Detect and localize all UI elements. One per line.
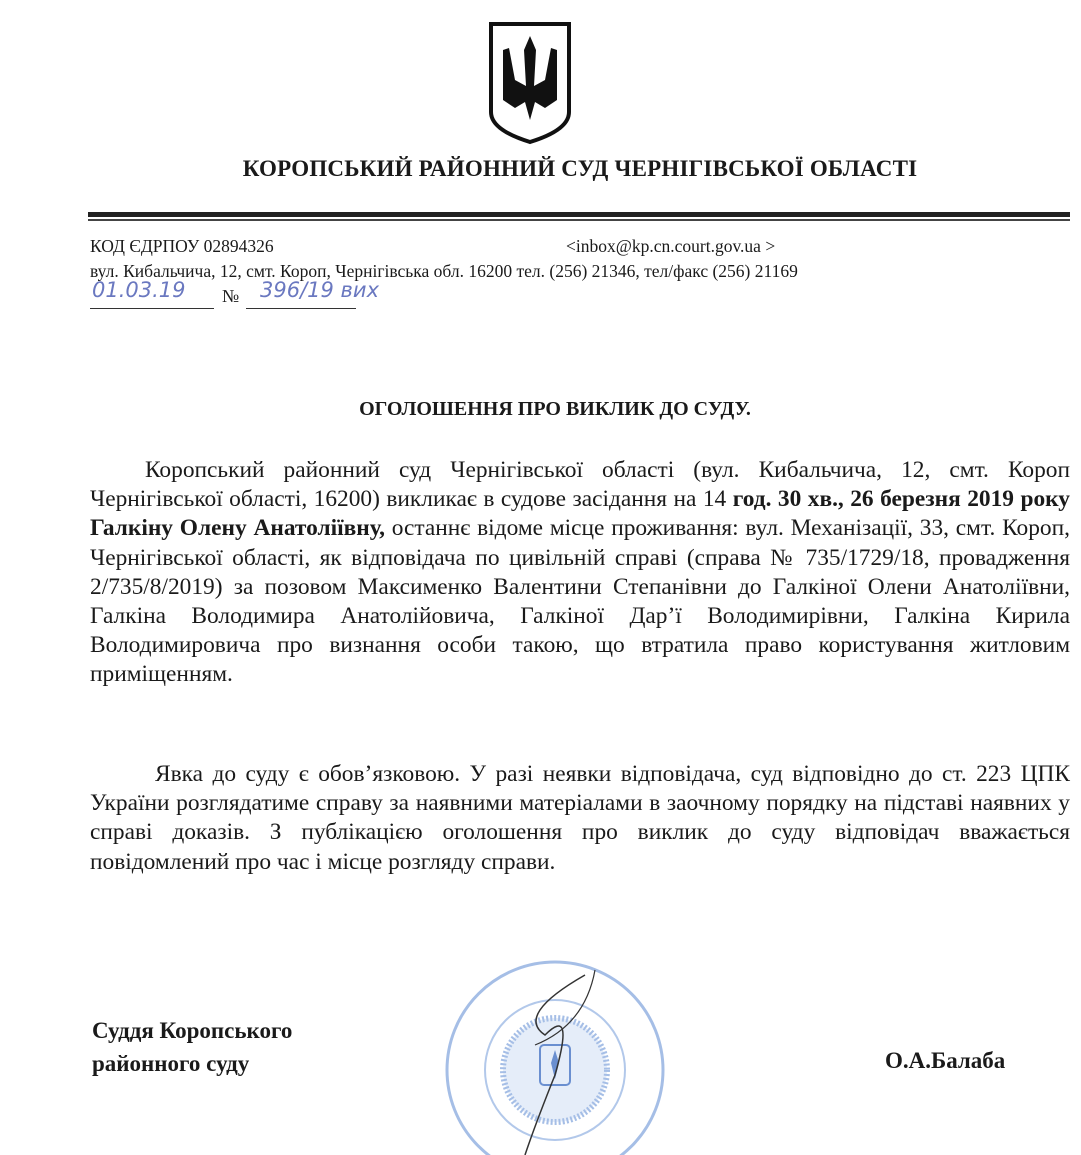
handwritten-number: 396/19 вих <box>260 278 380 302</box>
header-rule-thin <box>88 219 1070 221</box>
email: <inbox@kp.cn.court.gov.ua > <box>566 236 776 256</box>
court-stamp-icon <box>435 955 675 1155</box>
coat-of-arms-icon <box>487 20 573 146</box>
number-underline <box>246 308 356 309</box>
p1-bold: год. 30 хв., 26 березня 2019 року Галкіну Олену Анатоліївну, <box>90 486 1070 542</box>
p1-text-b: останнє відоме місце проживання: вул. Механізації, 33, смт. Короп, Чернігівської області, як відповідача по цивільній справі (справа № 735/1729/18, провадження 2/735/8/2019) за позовом Максименко Валентини Степанівни до Галкіної Олени Анатоліївни, Галкіна Володимира Анатолійовича, Галкіної Дар’ї Володимирівни, Галкіна Кирила Володимировича про визнання особи такою, що втратила право користування житловим приміщенням. <box>90 515 1070 688</box>
signatory-name: О.А.Балаба <box>885 1048 1006 1073</box>
signatory-title <box>92 1014 292 1080</box>
number-label: № <box>222 286 240 306</box>
body-paragraph-1 <box>90 456 1070 690</box>
court-name: КОРОПСЬКИЙ РАЙОННИЙ СУД ЧЕРНІГІВСЬКОЇ ОБЛАСТІ <box>242 156 918 181</box>
handwritten-date: 01.03.19 <box>92 278 186 302</box>
date-underline <box>90 308 214 309</box>
edrpou-code: КОД ЄДРПОУ 02894326 <box>90 236 274 256</box>
signatory-title-line2: районного суду <box>92 1051 250 1076</box>
body-paragraph-2: Явка до суду є обов’язковою. У разі неявки відповідача, суд відповідно до ст. 223 ЦПК України розглядатиме справу за наявними матеріалами в заочному порядку на підставі наявних у справі доказів. З публікацією оголошення про виклик до суду відповідач вважається повідомлений про час і місце розгляду справи. <box>90 761 1070 875</box>
document-heading: ОГОЛОШЕННЯ ПРО ВИКЛИК ДО СУДУ. <box>359 398 751 420</box>
header-rule <box>88 212 1070 217</box>
p1-text-a: Коропський районний суд Чернігівської області (вул. Кибальчича, 12, смт. Короп Чернігівської області, 16200) викликає в судове засідання на 14 <box>90 457 1070 513</box>
address-line: вул. Кибальчича, 12, смт. Короп, Чернігівська обл. 16200 тел. (256) 21346, тел/факс (256) 21169 <box>90 261 798 281</box>
signatory-title-line1: Суддя Коропського <box>92 1018 293 1043</box>
